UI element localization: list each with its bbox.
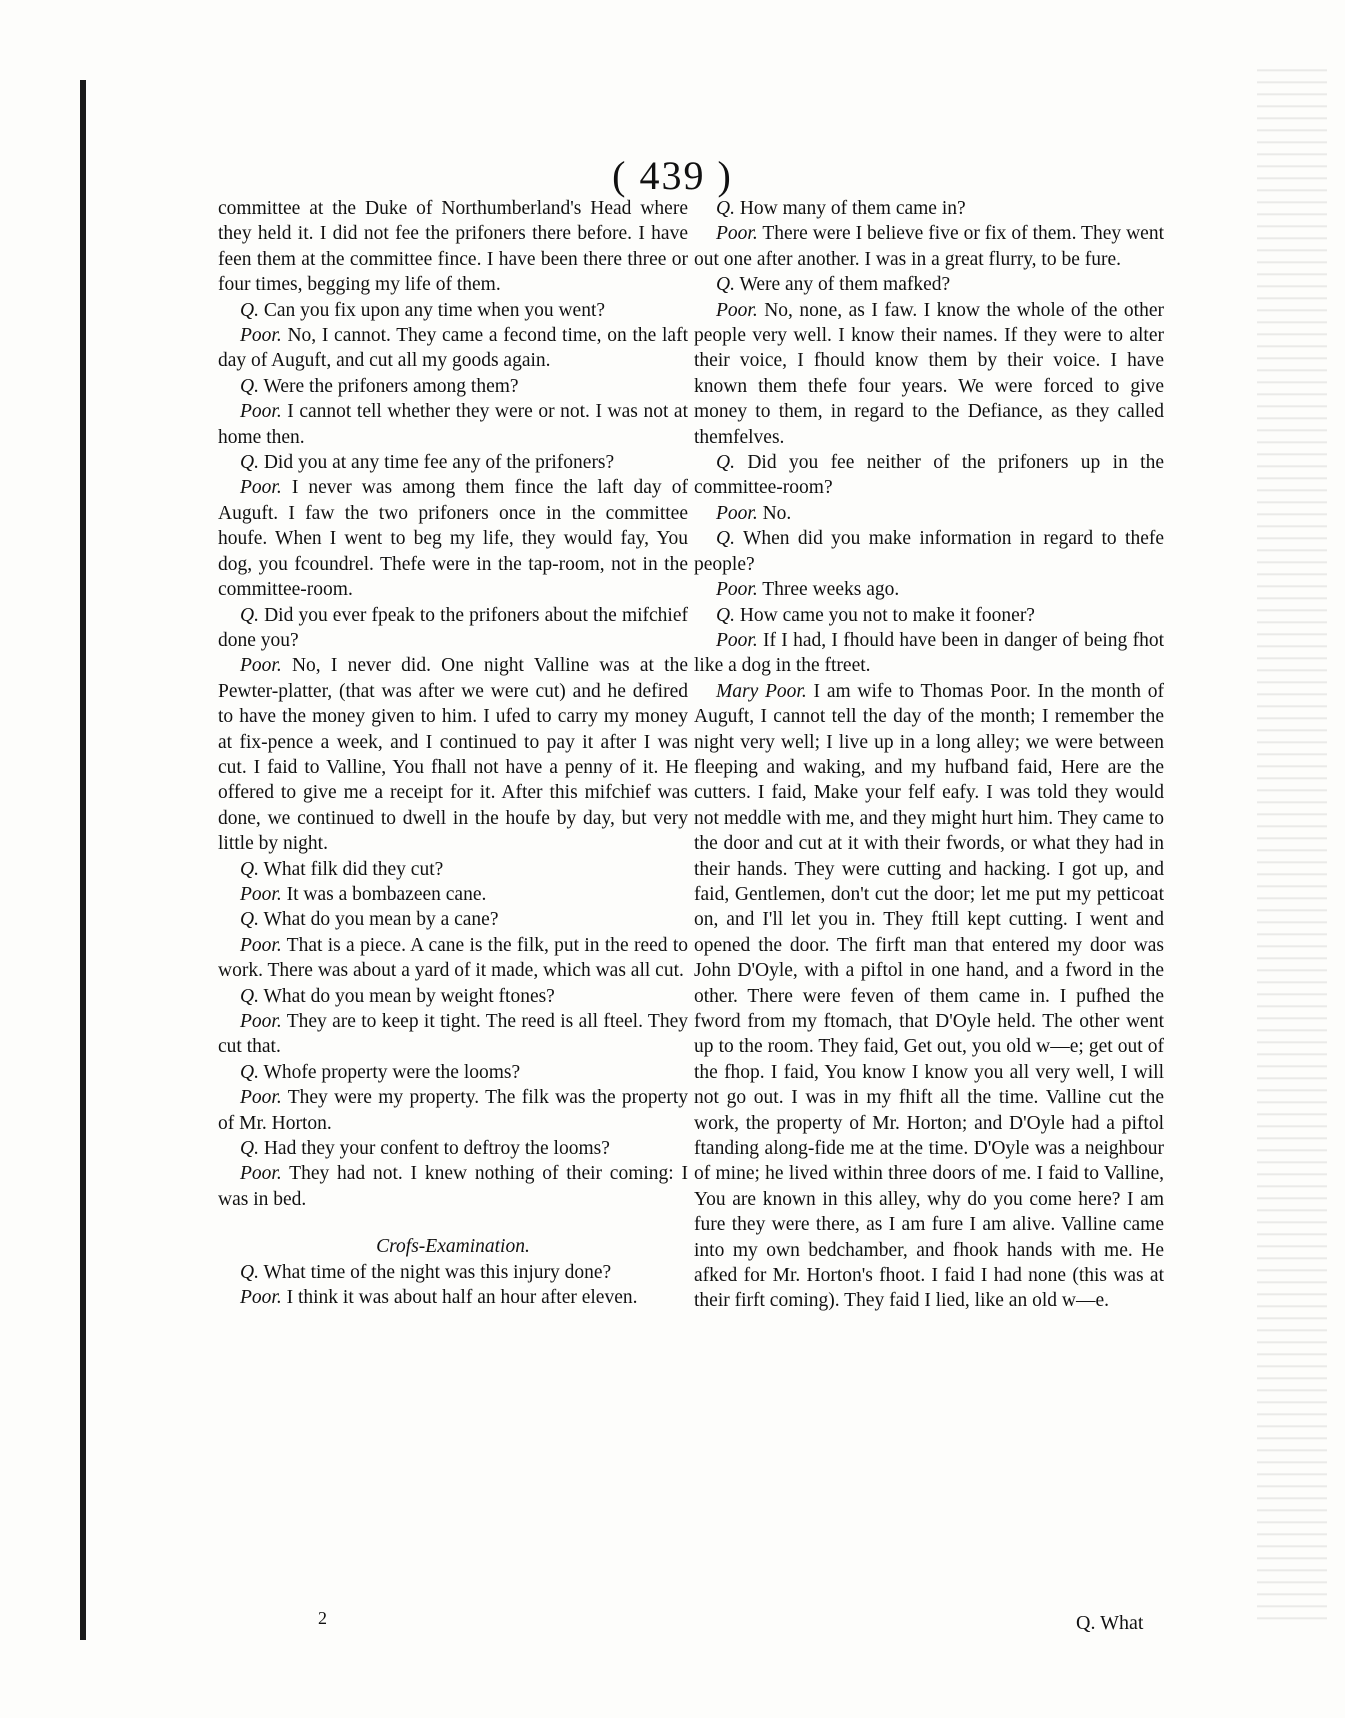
speaker-label: Q. (716, 274, 735, 296)
paragraph-text: No, none, as I faw. I know the whole of the other people very well. I know their names. If they were to alter their voice, I fhould know them by their voice. I have known them thefe four years. We were forced to give money to them, in regard to the Defiance, as they called themfelves. (694, 299, 1164, 448)
paragraph-text: It was a bombazeen cane. (286, 883, 487, 905)
paragraph (694, 196, 1164, 221)
paragraph (694, 501, 1164, 526)
paragraph (218, 450, 688, 475)
speaker-label: Q. (716, 528, 735, 550)
speaker-label: Poor. (716, 299, 758, 321)
speaker-label: Poor. (240, 1287, 282, 1309)
paragraph (694, 577, 1164, 602)
paragraph (218, 1009, 688, 1060)
paragraph (694, 679, 1164, 1314)
paragraph-text: How came you not to make it fooner? (739, 604, 1035, 626)
paragraph-text: They were my property. The filk was the property of Mr. Horton. (218, 1087, 688, 1134)
paragraph-text: Had they your confent to deftroy the looms? (263, 1138, 610, 1160)
speaker-label: Poor. (240, 477, 282, 499)
paragraph (218, 196, 688, 298)
paragraph-text: When did you make information in regard to thefe people? (694, 528, 1164, 575)
paragraph (218, 1085, 688, 1136)
left-column (218, 196, 688, 1310)
binding-line (80, 80, 86, 1640)
speaker-label: Q. (716, 452, 735, 474)
right-column (694, 196, 1164, 1314)
paragraph (218, 298, 688, 323)
speaker-label: Poor. (240, 1087, 282, 1109)
catchword: Q. What (1076, 1612, 1144, 1634)
speaker-label: Poor. (240, 325, 282, 347)
paragraph-text: There were I believe five or fix of them. They went out one after another. I was in a great flurry, to be fure. (694, 223, 1164, 270)
speaker-label: Q. (240, 858, 259, 880)
paragraph-text: No. (762, 502, 792, 524)
paragraph (694, 628, 1164, 679)
paragraph-text: They had not. I knew nothing of their coming: I was in bed. (218, 1163, 688, 1210)
speaker-label: Poor. (240, 934, 282, 956)
paragraph (694, 221, 1164, 272)
speaker-label: Poor. (240, 401, 282, 423)
paragraph-text: Did you at any time fee any of the prifoners? (263, 452, 615, 474)
paragraph (218, 475, 688, 602)
paragraph (218, 907, 688, 932)
paragraph-text: Whofe property were the looms? (263, 1061, 521, 1083)
speaker-label: Poor. (240, 1011, 282, 1032)
paragraph (218, 984, 688, 1009)
speaker-label: Poor. (716, 579, 758, 601)
paragraph (694, 526, 1164, 577)
paragraph (694, 298, 1164, 450)
paragraph-text: What do you mean by a cane? (263, 909, 499, 931)
paragraph-text: That is a piece. A cane is the filk, put in the reed to work. There was about a yard of it made, which was all cut. (218, 934, 688, 982)
paragraph (218, 399, 688, 450)
speaker-label: Q. (240, 909, 259, 931)
paragraph-text: Did you ever fpeak to the prifoners about the mifchief done you? (218, 604, 688, 651)
section-heading: Crofs-Examination. (376, 1236, 530, 1258)
speaker-label: Poor. (240, 655, 282, 677)
paragraph (218, 1060, 688, 1085)
paragraph (218, 857, 688, 882)
paragraph-text: They are to keep it tight. The reed is all fteel. They cut that. (218, 1011, 688, 1058)
speaker-label: Q. (240, 375, 259, 397)
paragraph (218, 323, 688, 374)
paragraph (218, 1161, 688, 1212)
paragraph-text: committee at the Duke of Northumberland's Head where they held it. I did not fee the prifoners there before. I have feen them at the committee fince. I have been there three or four times, begging my life of them. (218, 198, 688, 296)
speaker-label: Q. (240, 604, 259, 626)
paragraph (694, 603, 1164, 628)
speaker-label: Poor. (240, 1163, 282, 1185)
speaker-label: Poor. (240, 883, 282, 905)
paragraph-text: I think it was about half an hour after eleven. (286, 1287, 638, 1309)
paragraph-text: Were the prifoners among them? (263, 375, 519, 397)
paragraph-text: What filk did they cut? (263, 858, 444, 880)
paragraph (218, 1136, 688, 1161)
page-number: ( 439 ) (612, 153, 733, 198)
speaker-label: Q. (240, 299, 259, 321)
paragraph-text: I am wife to Thomas Poor. In the month of Auguft, I cannot tell the day of the month; I remember the night very well; I live up in a long alley; we were between fleeping and waking, and my hufband faid, Here are the cutters. I faid, Make your felf eafy. I was told they would not meddle with me, and they might hurt him. They came to the door and cut at it with their fwords, or what they had in their hands. They were cutting and hacking. I got up, and faid, Gentlemen, don't cut the door; let me put my petticoat on, and I'll let you in. They ftill kept cutting. I went and opened the door. The firft man that entered my door was John D'Oyle, with a piftol in one hand, and a fword in the other. There were feven of them came in. I pufhed the fword from my ftomach, that D'Oyle held. The other went up to the room. They faid, Get out, you old w—e; get out of the fhop. I faid, You know I know you all very well, I will not go out. I was in my fhift all the time. Valline cut the work, the property of Mr. Horton; and D'Oyle had a piftol ftanding along-fide me at the time. D'Oyle was a neighbour of mine; he lived within three doors of me. I faid to Valline, You are known in this alley, why do you come here? I am fure they were there, as I am fure I am alive. Valline came into my own bedchamber, and fhook hands with me. He afked for Mr. Horton's fhoot. I faid I had none (this was at their firft coming). They faid I lied, like an old w—e. (694, 680, 1165, 1312)
paragraph-text: Three weeks ago. (762, 579, 900, 601)
speaker-label: Poor. (716, 502, 758, 524)
paragraph (218, 933, 688, 984)
paragraph-text: No, I cannot. They came a fecond time, on the laft day of Auguft, and cut all my goods again. (218, 325, 689, 372)
speaker-label: Q. (240, 985, 259, 1007)
paragraph (694, 450, 1164, 501)
paragraph (218, 653, 688, 856)
paragraph-text: Can you fix upon any time when you went? (263, 299, 606, 321)
paragraph-text: I never was among them fince the laft day of Auguft. I faw the two prifoners once in the committee houfe. When I went to beg my life, they would fay, You dog, you fcoundrel. Thefe were in the tap-room, not in the committee-room. (218, 477, 688, 601)
paragraph-text: I cannot tell whether they were or not. I was not at home then. (218, 401, 689, 448)
paragraph (218, 374, 688, 399)
paragraph-text: How many of them came in? (739, 198, 966, 219)
paragraph-text: Did you fee neither of the prifoners up in the committee-room? (694, 452, 1164, 499)
paragraph-text: No, I never did. One night Valline was at the Pewter-platter, (that was after we were cut) and he defired to have the money given to him. I ufed to carry my money at fix-pence a week, and I continued to pay it after I was cut. I faid to Valline, You fhall not have a penny of it. He offered to give me a receipt for it. After this mifchief was done, we continued to dwell in the houfe by day, but very little by night. (218, 655, 688, 855)
paragraph (694, 272, 1164, 297)
speaker-label: Q. (240, 452, 259, 474)
speaker-label: Q. (240, 1261, 259, 1283)
speaker-label: Q. (240, 1061, 259, 1083)
speaker-label: Poor. (716, 223, 758, 245)
paragraph (218, 1285, 688, 1310)
speaker-label: Q. (716, 198, 735, 219)
speaker-label: Poor. (716, 629, 758, 651)
speaker-label: Mary Poor. (716, 680, 807, 702)
paragraph (218, 1260, 688, 1285)
paragraph-text: What time of the night was this injury done? (263, 1261, 612, 1283)
paragraph (218, 882, 688, 907)
page-edge-noise (1257, 60, 1327, 1620)
paragraph (218, 603, 688, 654)
signature-mark: 2 (318, 1608, 327, 1628)
paragraph-text: If I had, I fhould have been in danger of being fhot like a dog in the ftreet. (694, 629, 1164, 677)
paragraph-text: Were any of them mafked? (739, 274, 951, 296)
speaker-label: Q. (240, 1138, 259, 1160)
paragraph-text: What do you mean by weight ftones? (263, 985, 555, 1007)
speaker-label: Q. (716, 604, 735, 626)
